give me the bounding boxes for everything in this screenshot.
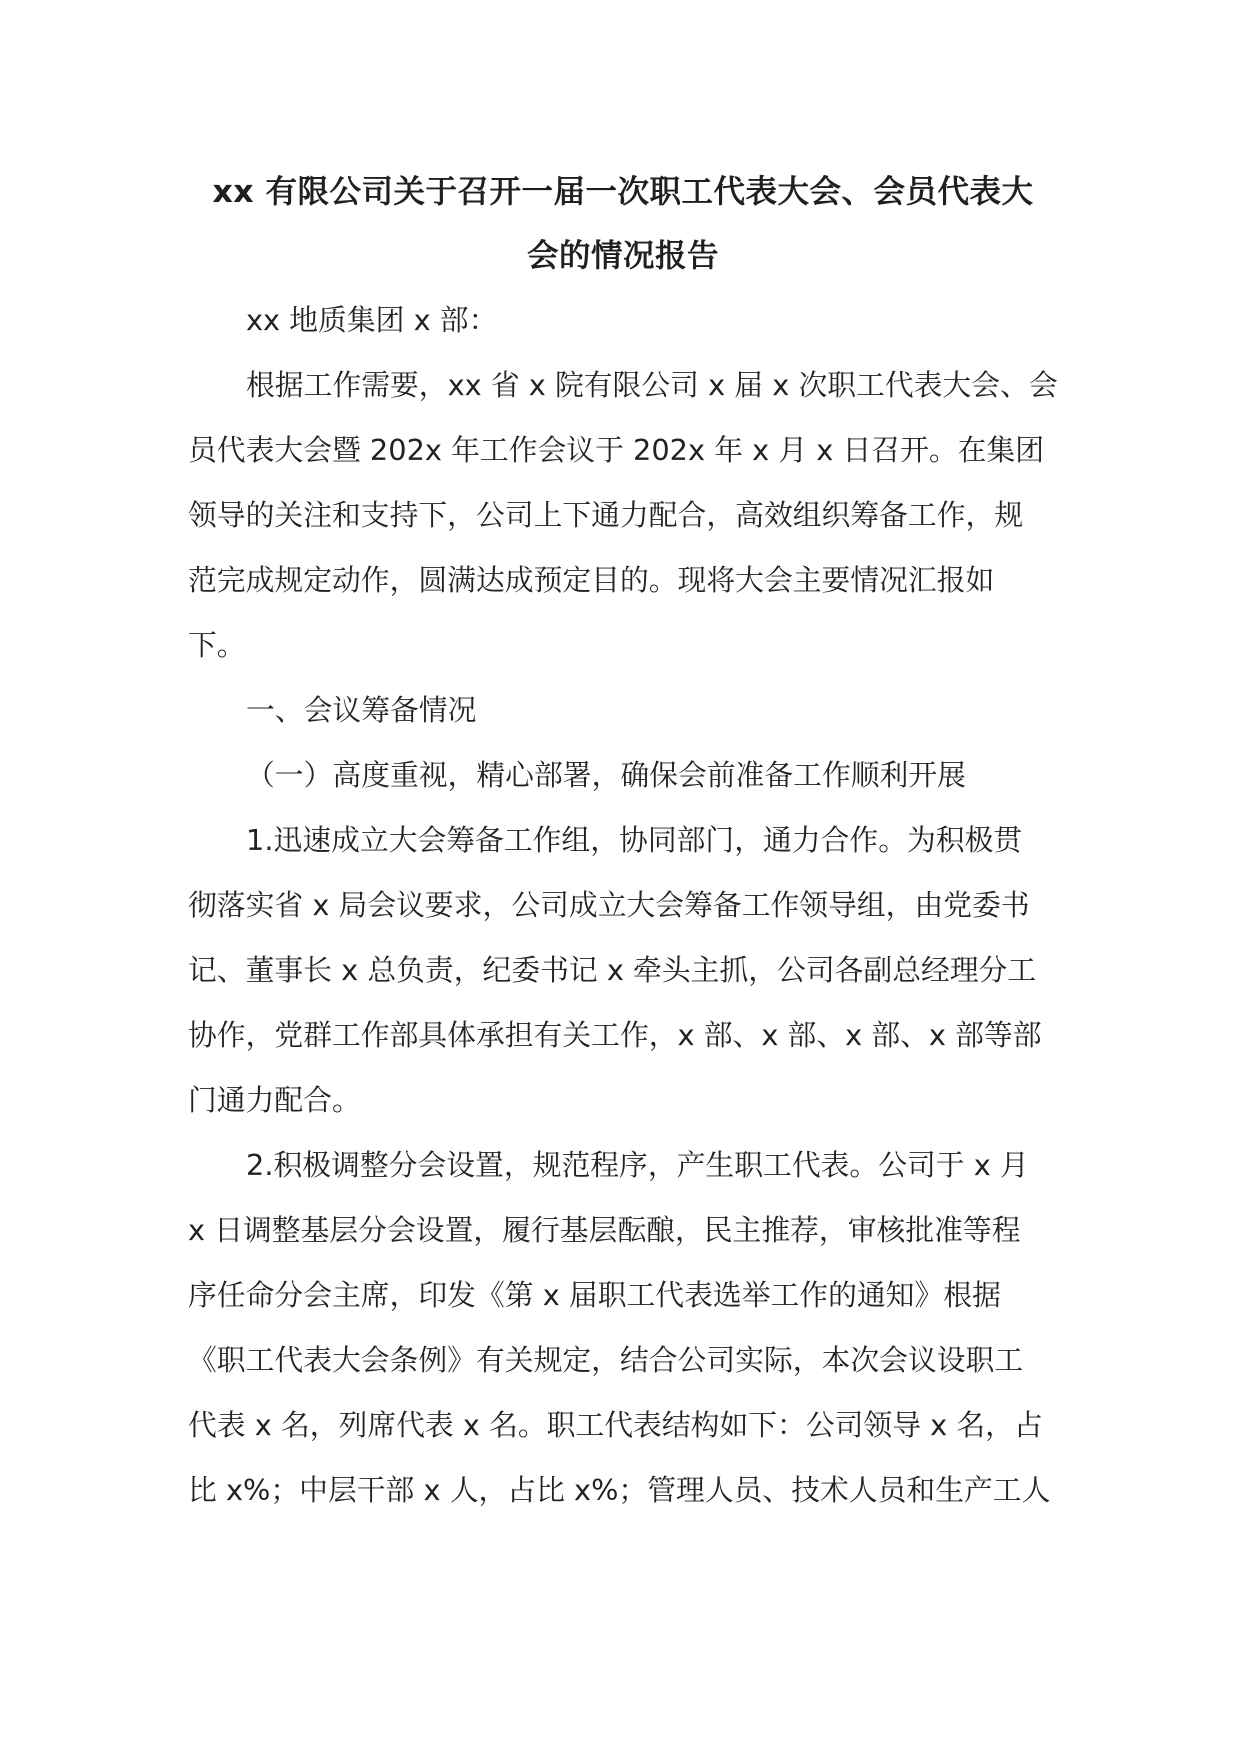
title-line-1: xx 有限公司关于召开一届一次职工代表大会、会员代表大	[212, 174, 1034, 210]
intro-line: 根据工作需要，xx 省 x 院有限公司 x 届 x 次职工代表大会、会	[246, 368, 1058, 402]
document-body	[188, 160, 1058, 1523]
intro-line: 下。	[188, 628, 246, 662]
item-1-paragraph	[188, 808, 1058, 1133]
item-2-line: 序任命分会主席，印发《第 x 届职工代表选举工作的通知》根据	[188, 1278, 1001, 1312]
item-1-line: 彻落实省 x 局会议要求，公司成立大会筹备工作领导组，由党委书	[188, 888, 1030, 922]
intro-line: 范完成规定动作，圆满达成预定目的。现将大会主要情况汇报如	[188, 563, 995, 597]
item-1-line: 协作，党群工作部具体承担有关工作，x 部、x 部、x 部、x 部等部	[188, 1018, 1042, 1052]
item-1-line: 记、董事长 x 总负责，纪委书记 x 牵头主抓，公司各副总经理分工	[188, 953, 1037, 987]
item-2-line: x 日调整基层分会设置，履行基层酝酿，民主推荐，审核批准等程	[188, 1213, 1021, 1247]
intro-line: 领导的关注和支持下，公司上下通力配合，高效组织筹备工作，规	[188, 498, 1024, 532]
item-1-line: 1.迅速成立大会筹备工作组，协同部门，通力合作。为积极贯	[246, 823, 1023, 857]
item-1-line: 门通力配合。	[188, 1083, 361, 1117]
intro-line: 员代表大会暨 202x 年工作会议于 202x 年 x 月 x 日召开。在集团	[188, 433, 1045, 467]
item-2-line: 比 x%；中层干部 x 人，占比 x%；管理人员、技术人员和生产工人	[188, 1473, 1051, 1507]
section-heading: 一、会议筹备情况	[246, 693, 477, 727]
title-line-2: 会的情况报告	[526, 238, 719, 274]
item-2-paragraph	[188, 1133, 1058, 1523]
subsection-heading: （一）高度重视，精心部署，确保会前准备工作顺利开展	[246, 758, 966, 792]
intro-paragraph	[188, 353, 1058, 678]
item-2-line: 2.积极调整分会设置，规范程序，产生职工代表。公司于 x 月	[246, 1148, 1029, 1182]
item-2-line: 《职工代表大会条例》有关规定，结合公司实际，本次会议设职工	[188, 1343, 1024, 1377]
salutation: xx 地质集团 x 部：	[246, 303, 498, 337]
item-2-line: 代表 x 名，列席代表 x 名。职工代表结构如下：公司领导 x 名，占	[188, 1408, 1043, 1442]
document-title	[188, 160, 1058, 288]
